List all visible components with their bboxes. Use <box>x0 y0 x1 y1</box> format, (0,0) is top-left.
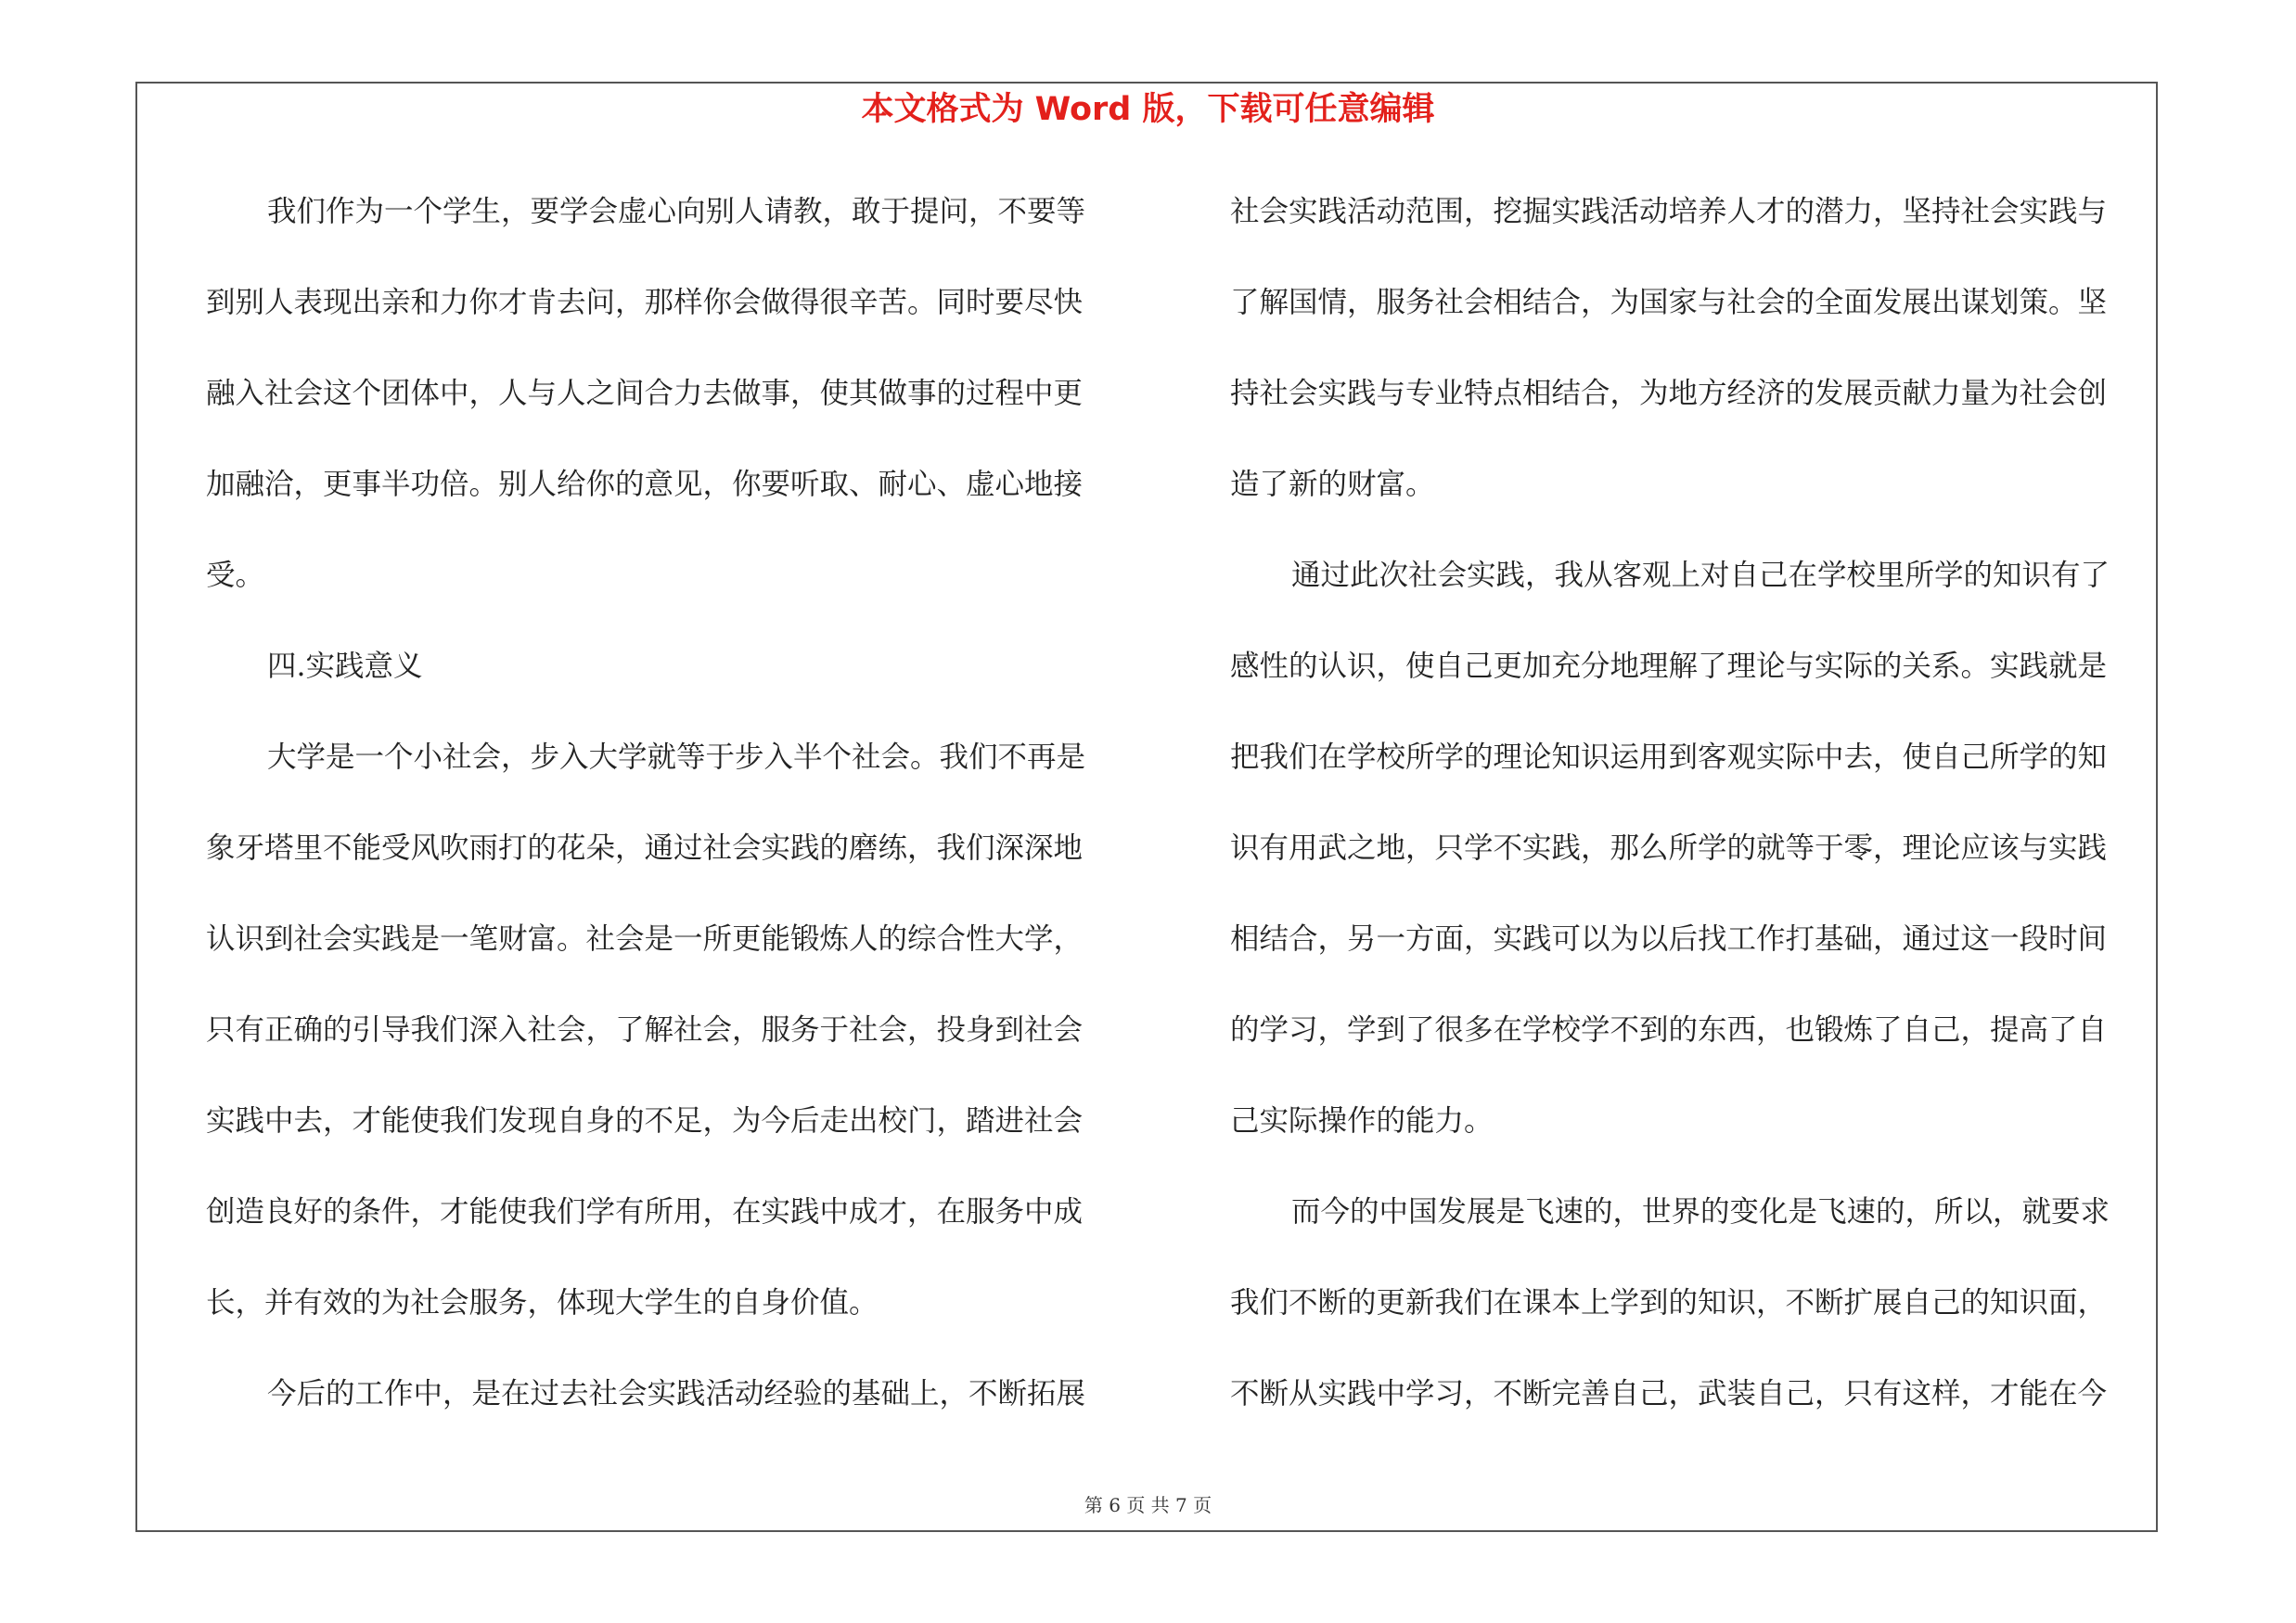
text-line: 把我们在学校所学的理论知识运用到客观实际中去，使自己所学的知 <box>1230 741 2108 774</box>
text-line: 实践中去，才能使我们发现自身的不足，为今后走出校门，踏进社会 <box>206 1104 1084 1138</box>
text-line: 融入社会这个团体中，人与人之间合力去做事，使其做事的过程中更 <box>206 377 1084 410</box>
text-line: 识有用武之地，只学不实践，那么所学的就等于零，理论应该与实践 <box>1230 831 2108 865</box>
text-line: 长，并有效的为社会服务，体现大学生的自身价值。 <box>206 1286 879 1320</box>
text-line: 持社会实践与专业特点相结合，为地方经济的发展贡献力量为社会创 <box>1230 377 2108 410</box>
text-line: 到别人表现出亲和力你才肯去问，那样你会做得很辛苦。同时要尽快 <box>206 286 1084 319</box>
left-column <box>206 182 1134 1455</box>
text-line: 造了新的财富。 <box>1230 468 1435 501</box>
text-line: 只有正确的引导我们深入社会，了解社会，服务于社会，投身到社会 <box>206 1013 1084 1047</box>
text-line: 社会实践活动范围，挖掘实践活动培养人才的潜力，坚持社会实践与 <box>1230 195 2108 228</box>
header-banner: 本文格式为 Word 版，下载可任意编辑 <box>861 91 1435 128</box>
text-line: 己实际操作的能力。 <box>1230 1104 1494 1138</box>
text-line: 今后的工作中，是在过去社会实践活动经验的基础上，不断拓展 <box>267 1377 1086 1410</box>
text-line: 大学是一个小社会，步入大学就等于步入半个社会。我们不再是 <box>267 741 1086 774</box>
text-line: 感性的认识，使自己更加充分地理解了理论与实际的关系。实践就是 <box>1230 650 2108 683</box>
text-line: 通过此次社会实践，我从客观上对自己在学校里所学的知识有了 <box>1291 559 2110 592</box>
text-line: 加融洽，更事半功倍。别人给你的意见，你要听取、耐心、虚心地接 <box>206 468 1084 501</box>
text-line: 了解国情，服务社会相结合，为国家与社会的全面发展出谋划策。坚 <box>1230 286 2108 319</box>
text-line: 我们作为一个学生，要学会虚心向别人请教，敢于提问，不要等 <box>267 195 1086 228</box>
page-footer: 第 6 页 共 7 页 <box>1084 1494 1212 1516</box>
text-line: 我们不断的更新我们在课本上学到的知识，不断扩展自己的知识面， <box>1230 1286 2108 1320</box>
text-line: 象牙塔里不能受风吹雨打的花朵，通过社会实践的磨练，我们深深地 <box>206 831 1084 865</box>
text-line: 的学习，学到了很多在学校学不到的东西，也锻炼了自己，提高了自 <box>1230 1013 2108 1047</box>
text-line: 受。 <box>206 559 265 592</box>
text-line: 四.实践意义 <box>267 650 423 683</box>
text-line: 创造良好的条件，才能使我们学有所用，在实践中成才，在服务中成 <box>206 1195 1084 1229</box>
text-line: 不断从实践中学习，不断完善自己，武装自己，只有这样，才能在今 <box>1230 1377 2108 1410</box>
right-column <box>1230 182 2158 1455</box>
text-line: 相结合，另一方面，实践可以为以后找工作打基础，通过这一段时间 <box>1230 922 2108 956</box>
text-line: 认识到社会实践是一笔财富。社会是一所更能锻炼人的综合性大学， <box>206 922 1084 956</box>
text-line: 而今的中国发展是飞速的，世界的变化是飞速的，所以，就要求 <box>1291 1195 2110 1229</box>
